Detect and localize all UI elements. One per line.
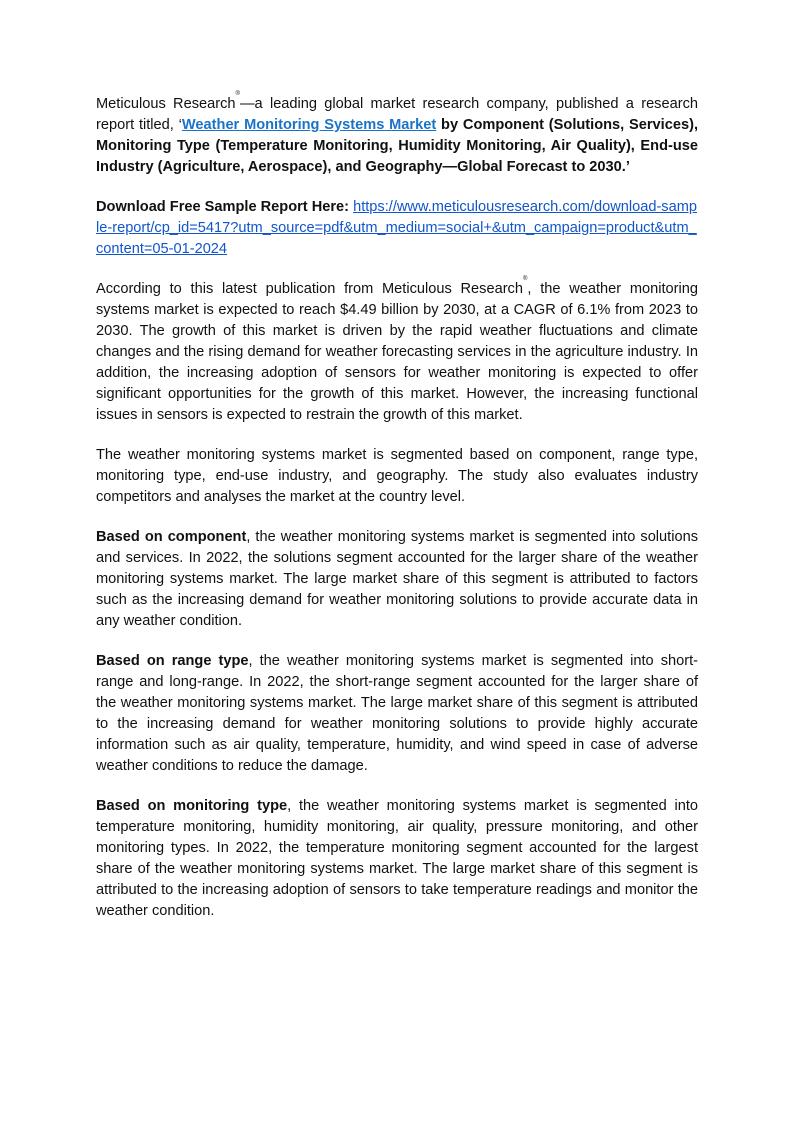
report-title-link[interactable]: Weather Monitoring Systems Market xyxy=(181,117,437,133)
registered-mark: ® xyxy=(235,91,240,97)
component-paragraph xyxy=(96,527,698,632)
intro-text: —a leading global market research company, published a research report titled, ‘ xyxy=(96,96,698,133)
intro-paragraph xyxy=(96,91,698,178)
publication-text-start: According to this latest publication from Meticulous Research xyxy=(96,281,523,297)
publication-text-rest: , the weather monitoring systems market is expected to reach $4.49 billion by 2030, at a CAGR of 6.1% from 2023 to 2030. The growth of this market is driven by the rapid weather fluctuations and climate changes and the rising demand for weather forecasting services in the agriculture industry. In addition, the increasing adoption of sensors for weather monitoring is expected to offer significant opportunities for the growth of this market. However, the increasing functional issues in sensors is expected to restrain the growth of this market. xyxy=(96,281,699,423)
component-text: , the weather monitoring systems market is segmented into solutions and services. In 2022, the solutions segment accounted for the larger share of the weather monitoring systems market. The large market share of this segment is attributed to factors such as the increasing demand for weather monitoring solutions to provide accurate data in any weather condition. xyxy=(96,529,698,629)
component-lead: Based on component xyxy=(96,529,247,545)
monitoring-type-lead: Based on monitoring type xyxy=(96,798,288,814)
company-name: Meticulous Research xyxy=(96,96,236,112)
report-title-rest: by Component (Solutions, Services), Monitoring Type (Temperature Monitoring, Humidity Monitoring, Air Quality), End-use Industry (Agriculture, Aerospace), and Geography—Global Forecast to 2030.’ xyxy=(96,117,698,175)
registered-mark: ® xyxy=(522,276,528,282)
range-type-lead: Based on range type xyxy=(96,653,249,669)
monitoring-type-text: , the weather monitoring systems market is segmented into temperature monitoring, humidity monitoring, air quality, pressure monitoring, and other monitoring types. In 2022, the temperature monitoring segment accounted for the largest share of the weather monitoring systems market. The large market share of this segment is attributed to the increasing adoption of sensors to take temperature readings and monitor the weather condition. xyxy=(96,798,698,919)
monitoring-type-paragraph xyxy=(96,796,698,922)
download-label: Download Free Sample Report Here: xyxy=(96,199,350,215)
range-type-paragraph xyxy=(96,651,698,777)
document-page xyxy=(96,91,699,941)
segmentation-paragraph: The weather monitoring systems market is segmented based on component, range type, monitoring type, end-use industry, and geography. The study also evaluates industry competitors and analyses the market at the country level. xyxy=(96,447,698,505)
download-sample-link[interactable]: https://www.meticulousresearch.com/download-sample-report/cp_id=5417?utm_source=pdf&utm_medium=social+&utm_campaign=product&utm_content=05-01-2024 xyxy=(96,199,697,257)
range-type-text: , the weather monitoring systems market is segmented into short-range and long-range. In 2022, the short-range segment accounted for the larger share of the weather monitoring systems market. The large market share of this segment is attributed to the increasing demand for weather monitoring solutions to provide highly accurate information such as air quality, temperature, humidity, and wind speed in case of adverse weather conditions to reduce the damage. xyxy=(96,653,698,774)
publication-paragraph xyxy=(96,276,699,426)
download-paragraph xyxy=(96,197,698,260)
